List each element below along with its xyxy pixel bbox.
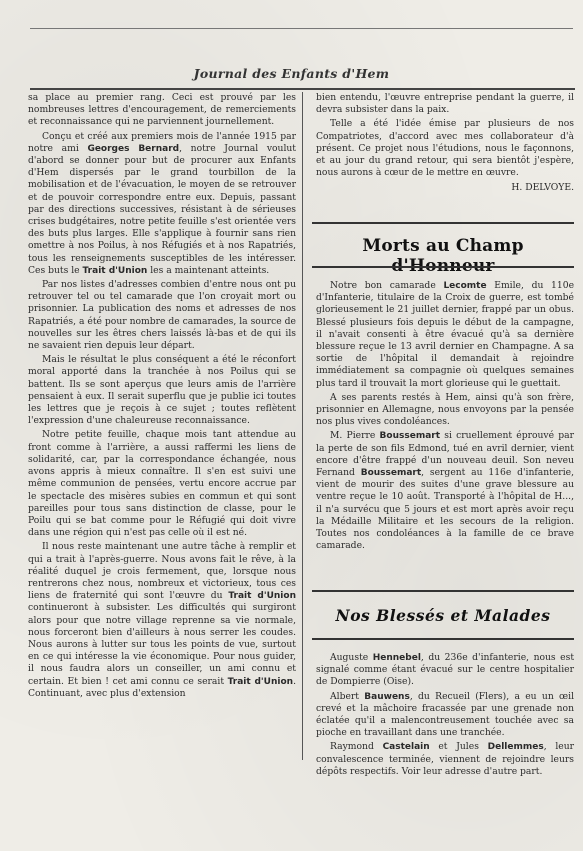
section-title-blesses: Nos Blessés et Malades [335, 606, 551, 625]
section-rule [312, 266, 574, 268]
column-divider [302, 92, 303, 760]
person-name: Hennebel [372, 653, 421, 663]
person-name: Boussemart [379, 431, 441, 442]
person-name: Georges Bernard [87, 143, 180, 154]
morts-paragraph-1: Notre bon camarade Lecomte Emile, du 110e d'Infanterie, titulaire de la Croix de guerre, est tombé glorieusement le 21 juillet dernier, frappé par un obus. Blessé plusieurs fois depuis le début de la campagne, il n'avait consenti à être évacué qu'à sa dernière blessure reçue le 13 avril dernier en Champagne. A sa sortie de l'hôpital il demandait à rejoindre immédiatement sa compagnie où quelques semaines plus tard il trouvait la mort glorieuse qui le guettait. [316, 280, 575, 389]
left-paragraph-2: Conçu et créé aux premiers mois de l'année 1915 par notre ami Georges Bernard, notre Journal voulut d'abord se donner pour but de procurer aux Enfants d'Hem dispersés par le grand tourbillon de la mobilisation et de l'évacuation, le moyen de se retrouver et de pouvoir correspondre entre eux. Depuis, passant par des directions successives, résistant à de sérieuses crises budgétaires, notre petite feuille s'est orientée vers des buts plus larges. Elle s'applique à fournir sans rien omettre à nos Poilus, à nos Réfugiés et à nos Rapatriés, tous les renseignements susceptibles de les intéresser. Ces buts le Trait d'Union les a maintenant atteints. [28, 130, 296, 276]
left-column [28, 92, 296, 762]
section-rule [312, 222, 574, 224]
header-rule [30, 88, 575, 90]
blesses-column [316, 652, 574, 780]
person-name: Lecomte [443, 281, 487, 291]
morts-column [316, 280, 574, 554]
left-paragraph-4: Mais le résultat le plus conséquent a été le réconfort moral apporté dans la tranchée à nos Poilus qui se battent. Ils se sont aperçus que leurs amis de l'arrière pensaient à eux. Il serait superflu que je publie ici toutes les lettres que je reçois à ce sujet ; toutes reflètent l'expression d'une chaleureuse reconnaissance. [28, 354, 296, 427]
section-title-morts: Morts au Champ d'Honneur [362, 236, 524, 276]
section-rule [312, 638, 574, 640]
morts-paragraph-3: M. Pierre Boussemart si cruellement éprouvé par la perte de son fils Edmond, tué en avril dernier, vient encore d'être frappé d'un nouveau deuil. Son neveu Fernand Boussemart, sergent au 116e d'infanterie, vient de mourir des suites d'une grave blessure au ventre reçue le 10 août. Transporté à l'hôpital de H..., il n'a survécu que 5 jours et est mort après avoir reçu la Médaille Militaire et les secours de la religion. Toutes nos condoléances à la famille de ce brave camarade. [316, 430, 575, 552]
person-name: Boussemart [360, 468, 422, 479]
journal-name: Trait d'Union [228, 591, 296, 602]
person-name: Dellemmes [487, 742, 544, 753]
right-paragraph-1: bien entendu, l'œuvre entreprise pendant la guerre, il devra subsister dans la paix. [316, 92, 574, 116]
signature: H. DELVOYE. [511, 182, 574, 194]
section-rule [312, 590, 574, 592]
page-header: Journal des Enfants d'Hem [193, 66, 390, 81]
blesses-paragraph-1: Auguste Hennebel, du 236e d'infanterie, nous est signalé comme étant évacué sur le centre hospitalier de Dompierre (Oise). [316, 652, 575, 688]
left-paragraph-1: sa place au premier rang. Ceci est prouvé par les nombreuses lettres d'encouragement, de remerciements et reconnaissance qui ne parviennent journellement. [28, 92, 296, 128]
left-paragraph-6: Il nous reste maintenant une autre tâche à remplir et qui a trait à l'après-guerre. Nous avons fait le rêve, à la réalité duquel je crois fermement, que, lorsque nous rentrerons chez nous, nombreux et victorieux, tous ces liens de fraternité qui sont l'œuvre du Trait d'Union continueront à subsister. Les difficultés qui surgiront alors pour que notre village reprenne sa vie normale, nous forceront bien d'ailleurs à nous serrer les coudes. Nous aurons à lutter sur tous les points de vue, surtout en ce qui intéresse la vie économique. Pour nous guider, il nous faudra alors un conseiller, un ami connu et certain. Et bien ! cet ami connu ce serait Trait d'Union. Continuant, avec plus d'extension [28, 541, 296, 699]
top-rule [30, 28, 573, 29]
person-name: Bauwens [364, 691, 410, 702]
right-paragraph-2: Telle a été l'idée émise par plusieurs de nos Compatriotes, d'accord avec mes collaborateur d'à présent. Ce projet nous l'étudions, nous le façonnons, et au jour du grand retour, qui sera bientôt j'espère, nous aurons à cœur de le mettre en œuvre. [316, 118, 574, 179]
blesses-paragraph-3: Raymond Castelain et Jules Dellemmes, leur convalescence terminée, viennent de rejoindre leurs dépôts respectifs. Voir leur adresse d'autre part. [316, 741, 575, 777]
journal-name: Trait d'Union [227, 676, 294, 687]
morts-paragraph-2: A ses parents restés à Hem, ainsi qu'à son frère, prisonnier en Allemagne, nous envoyons par la pensée nos plus vives condoléances. [316, 391, 574, 428]
left-paragraph-3: Par nos listes d'adresses combien d'entre nous ont pu retrouver tel ou tel camarade que l'on croyait mort ou prisonnier. La publication des noms et adresses de nos Rapatriés, a été pour nombre de camarades, la source de nouvelles sur les êtres chers laissés là-bas et de qui ils ne savaient rien depuis leur départ. [28, 279, 296, 352]
person-name: Castelain [382, 742, 430, 753]
journal-name: Trait d'Union [82, 265, 148, 276]
blesses-paragraph-2: Albert Bauwens, du Recueil (Flers), a eu un œil crevé et la mâchoire fracassée par une grenade non éclatée qu'il a malencontreusement touchée avec sa pioche en travaillant dans une tranchée. [316, 690, 575, 739]
left-paragraph-5: Notre petite feuille, chaque mois tant attendue au front comme à l'arrière, a aussi raffermi les liens de solidarité, car, par la correspondance échangée, nous avons appris à mieux connaître. Il s'en est suivi une même communion de pensées, vertu encore accrue par le spectacle des misères subies en commun et qui sont pareilles pour tous sans distinction de classe, pour le Poilu qui se bat comme pour le Réfugié qui doit vivre dans une région qui n'est pas celle où il est né. [28, 429, 296, 539]
right-top-column [316, 92, 574, 195]
